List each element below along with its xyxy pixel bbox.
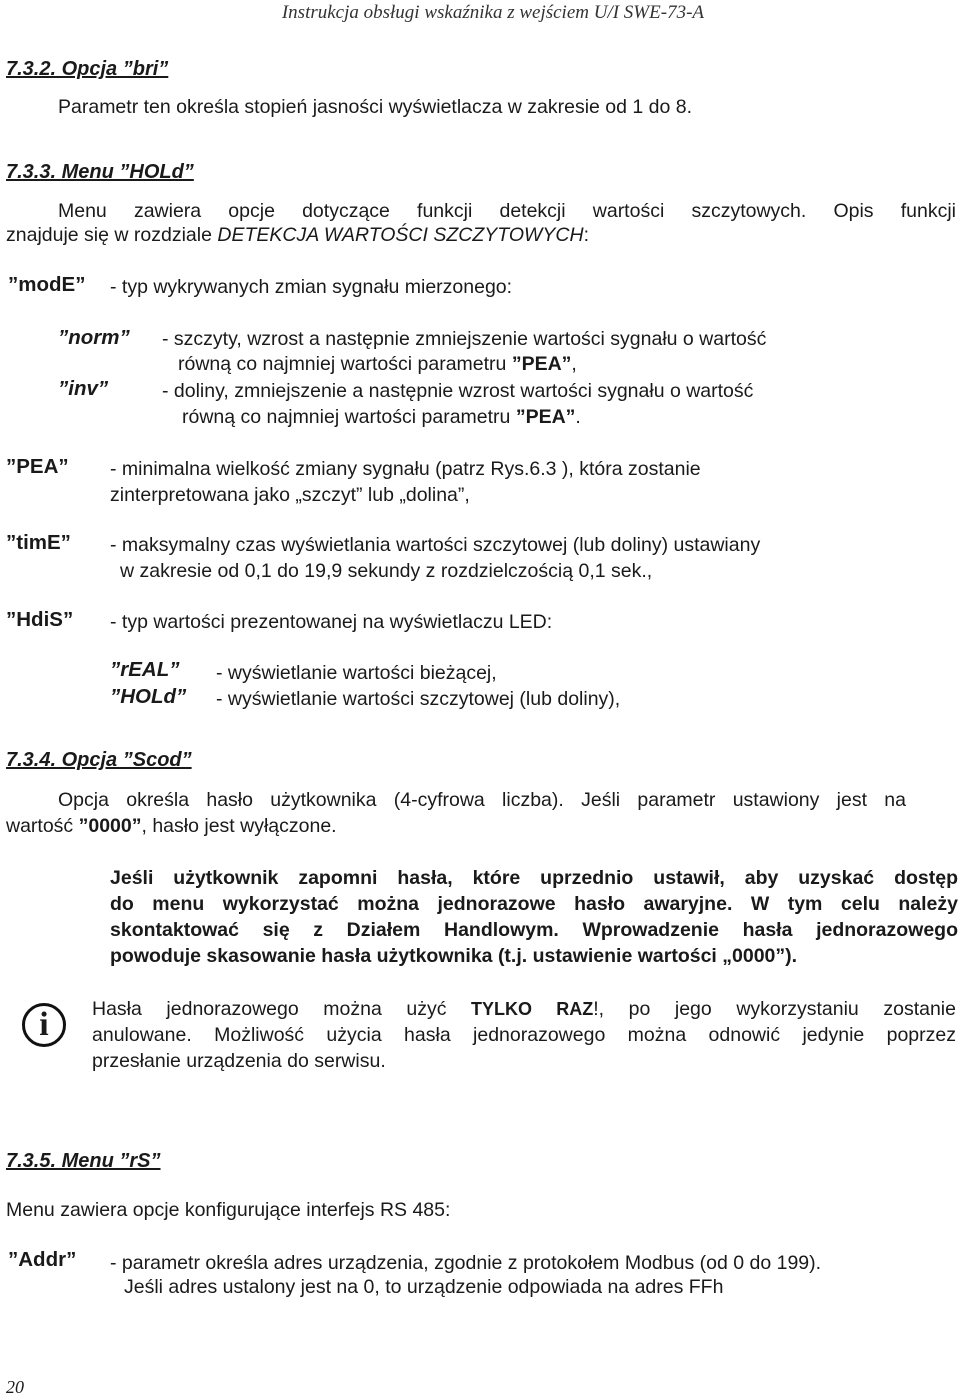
chapter-reference: DETEKCJA WARTOŚCI SZCZYTOWYCH (217, 224, 584, 246)
section-heading-7-3-2: 7.3.2. Opcja ”bri” (6, 58, 169, 80)
section-heading-7-3-5: 7.3.5. Menu ”rS” (6, 1150, 161, 1172)
option-inv-desc-line1: - doliny, zmniejszenie a następnie wzrost wartości sygnału o wartość (162, 380, 754, 402)
param-pea-desc-line2: zinterpretowana jako „szczyt” lub „dolina”, (110, 484, 470, 506)
warning-line-2: do menu wykorzystać można jednorazowe hasło awaryjne. W tym celu należy (110, 893, 958, 915)
param-time-desc-line1: - maksymalny czas wyświetlania wartości szczytowej (lub doliny) ustawiany (110, 534, 761, 556)
param-mode-desc: - typ wykrywanych zmian sygnału mierzonego: (110, 276, 513, 298)
param-addr-desc-line2: Jeśli adres ustalony jest na 0, to urządzenie odpowiada na adres FFh (124, 1276, 724, 1298)
section-text-7-3-3-line2: znajduje się w rozdziale DETEKCJA WARTOŚCI SZCZYTOWYCH: (6, 224, 589, 246)
param-hdis-name: ”HdiS” (6, 608, 74, 631)
param-time-desc-line2: w zakresie od 0,1 do 19,9 sekundy z rozdzielczością 0,1 sek., (120, 560, 653, 582)
option-hold-desc: - wyświetlanie wartości szczytowej (lub doliny), (216, 688, 621, 710)
warning-line-1: Jeśli użytkownik zapomni hasła, które uprzednio ustawił, aby uzyskać dostęp (110, 867, 958, 889)
section-text-7-3-2: Parametr ten określa stopień jasności wyświetlacza w zakresie od 1 do 8. (58, 96, 693, 118)
section-text-7-3-5: Menu zawiera opcje konfigurujące interfejs RS 485: (6, 1199, 451, 1221)
info-line-1: Hasła jednorazowego można użyć TYLKO RAZ!, po jego wykorzystaniu zostanie (92, 998, 956, 1020)
info-line-2: anulowane. Możliwość użycia hasła jednorazowego można odnowić jedynie poprzez (92, 1024, 956, 1046)
warning-line-3: skontaktować się z Działem Handlowym. Wprowadzenie hasła jednorazowego (110, 919, 958, 941)
param-hdis-desc: - typ wartości prezentowanej na wyświetlaczu LED: (110, 611, 553, 633)
option-norm-desc-line2: równą co najmniej wartości parametru ”PEA”, (178, 353, 577, 375)
param-addr-desc-line1: - parametr określa adres urządzenia, zgodnie z protokołem Modbus (od 0 do 199). (110, 1252, 822, 1274)
info-line-3: przesłanie urządzenia do serwisu. (92, 1050, 386, 1072)
section-heading-7-3-3: 7.3.3. Menu ”HOLd” (6, 161, 194, 183)
option-inv-desc-line2: równą co najmniej wartości parametru ”PEA”. (182, 406, 581, 428)
param-addr-name: ”Addr” (8, 1248, 77, 1271)
option-hold-name: ”HOLd” (110, 685, 187, 708)
option-real-desc: - wyświetlanie wartości bieżącej, (216, 662, 497, 684)
page-number: 20 (6, 1377, 24, 1397)
section-text-7-3-4-line2: wartość ”0000”, hasło jest wyłączone. (6, 815, 337, 837)
option-inv-name: ”inv” (58, 377, 109, 400)
option-real-name: ”rEAL” (110, 658, 180, 681)
param-time-name: ”timE” (6, 531, 71, 554)
param-pea-desc-line1: - minimalna wielkość zmiany sygnału (patrz Rys.6.3 ), która zostanie (110, 458, 701, 480)
section-text-7-3-4-line1: Opcja określa hasło użytkownika (4-cyfrowa liczba). Jeśli parametr ustawiony jest na (58, 789, 906, 811)
option-norm-desc-line1: - szczyty, wzrost a następnie zmniejszenie wartości sygnału o wartość (162, 328, 767, 350)
param-mode-name: ”modE” (8, 273, 86, 296)
option-norm-name: ”norm” (58, 326, 130, 349)
warning-line-4: powoduje skasowanie hasła użytkownika (t.j. ustawienie wartości „0000”). (110, 945, 798, 967)
document-header: Instrukcja obsługi wskaźnika z wejściem U/I SWE-73-A (281, 2, 704, 23)
param-pea-name: ”PEA” (6, 455, 69, 478)
section-heading-7-3-4: 7.3.4. Opcja ”Scod” (6, 749, 192, 771)
section-text-7-3-3-line1: Menu zawiera opcje dotyczące funkcji detekcji wartości szczytowych. Opis funkcji (58, 200, 956, 222)
info-icon: i (22, 1003, 66, 1047)
